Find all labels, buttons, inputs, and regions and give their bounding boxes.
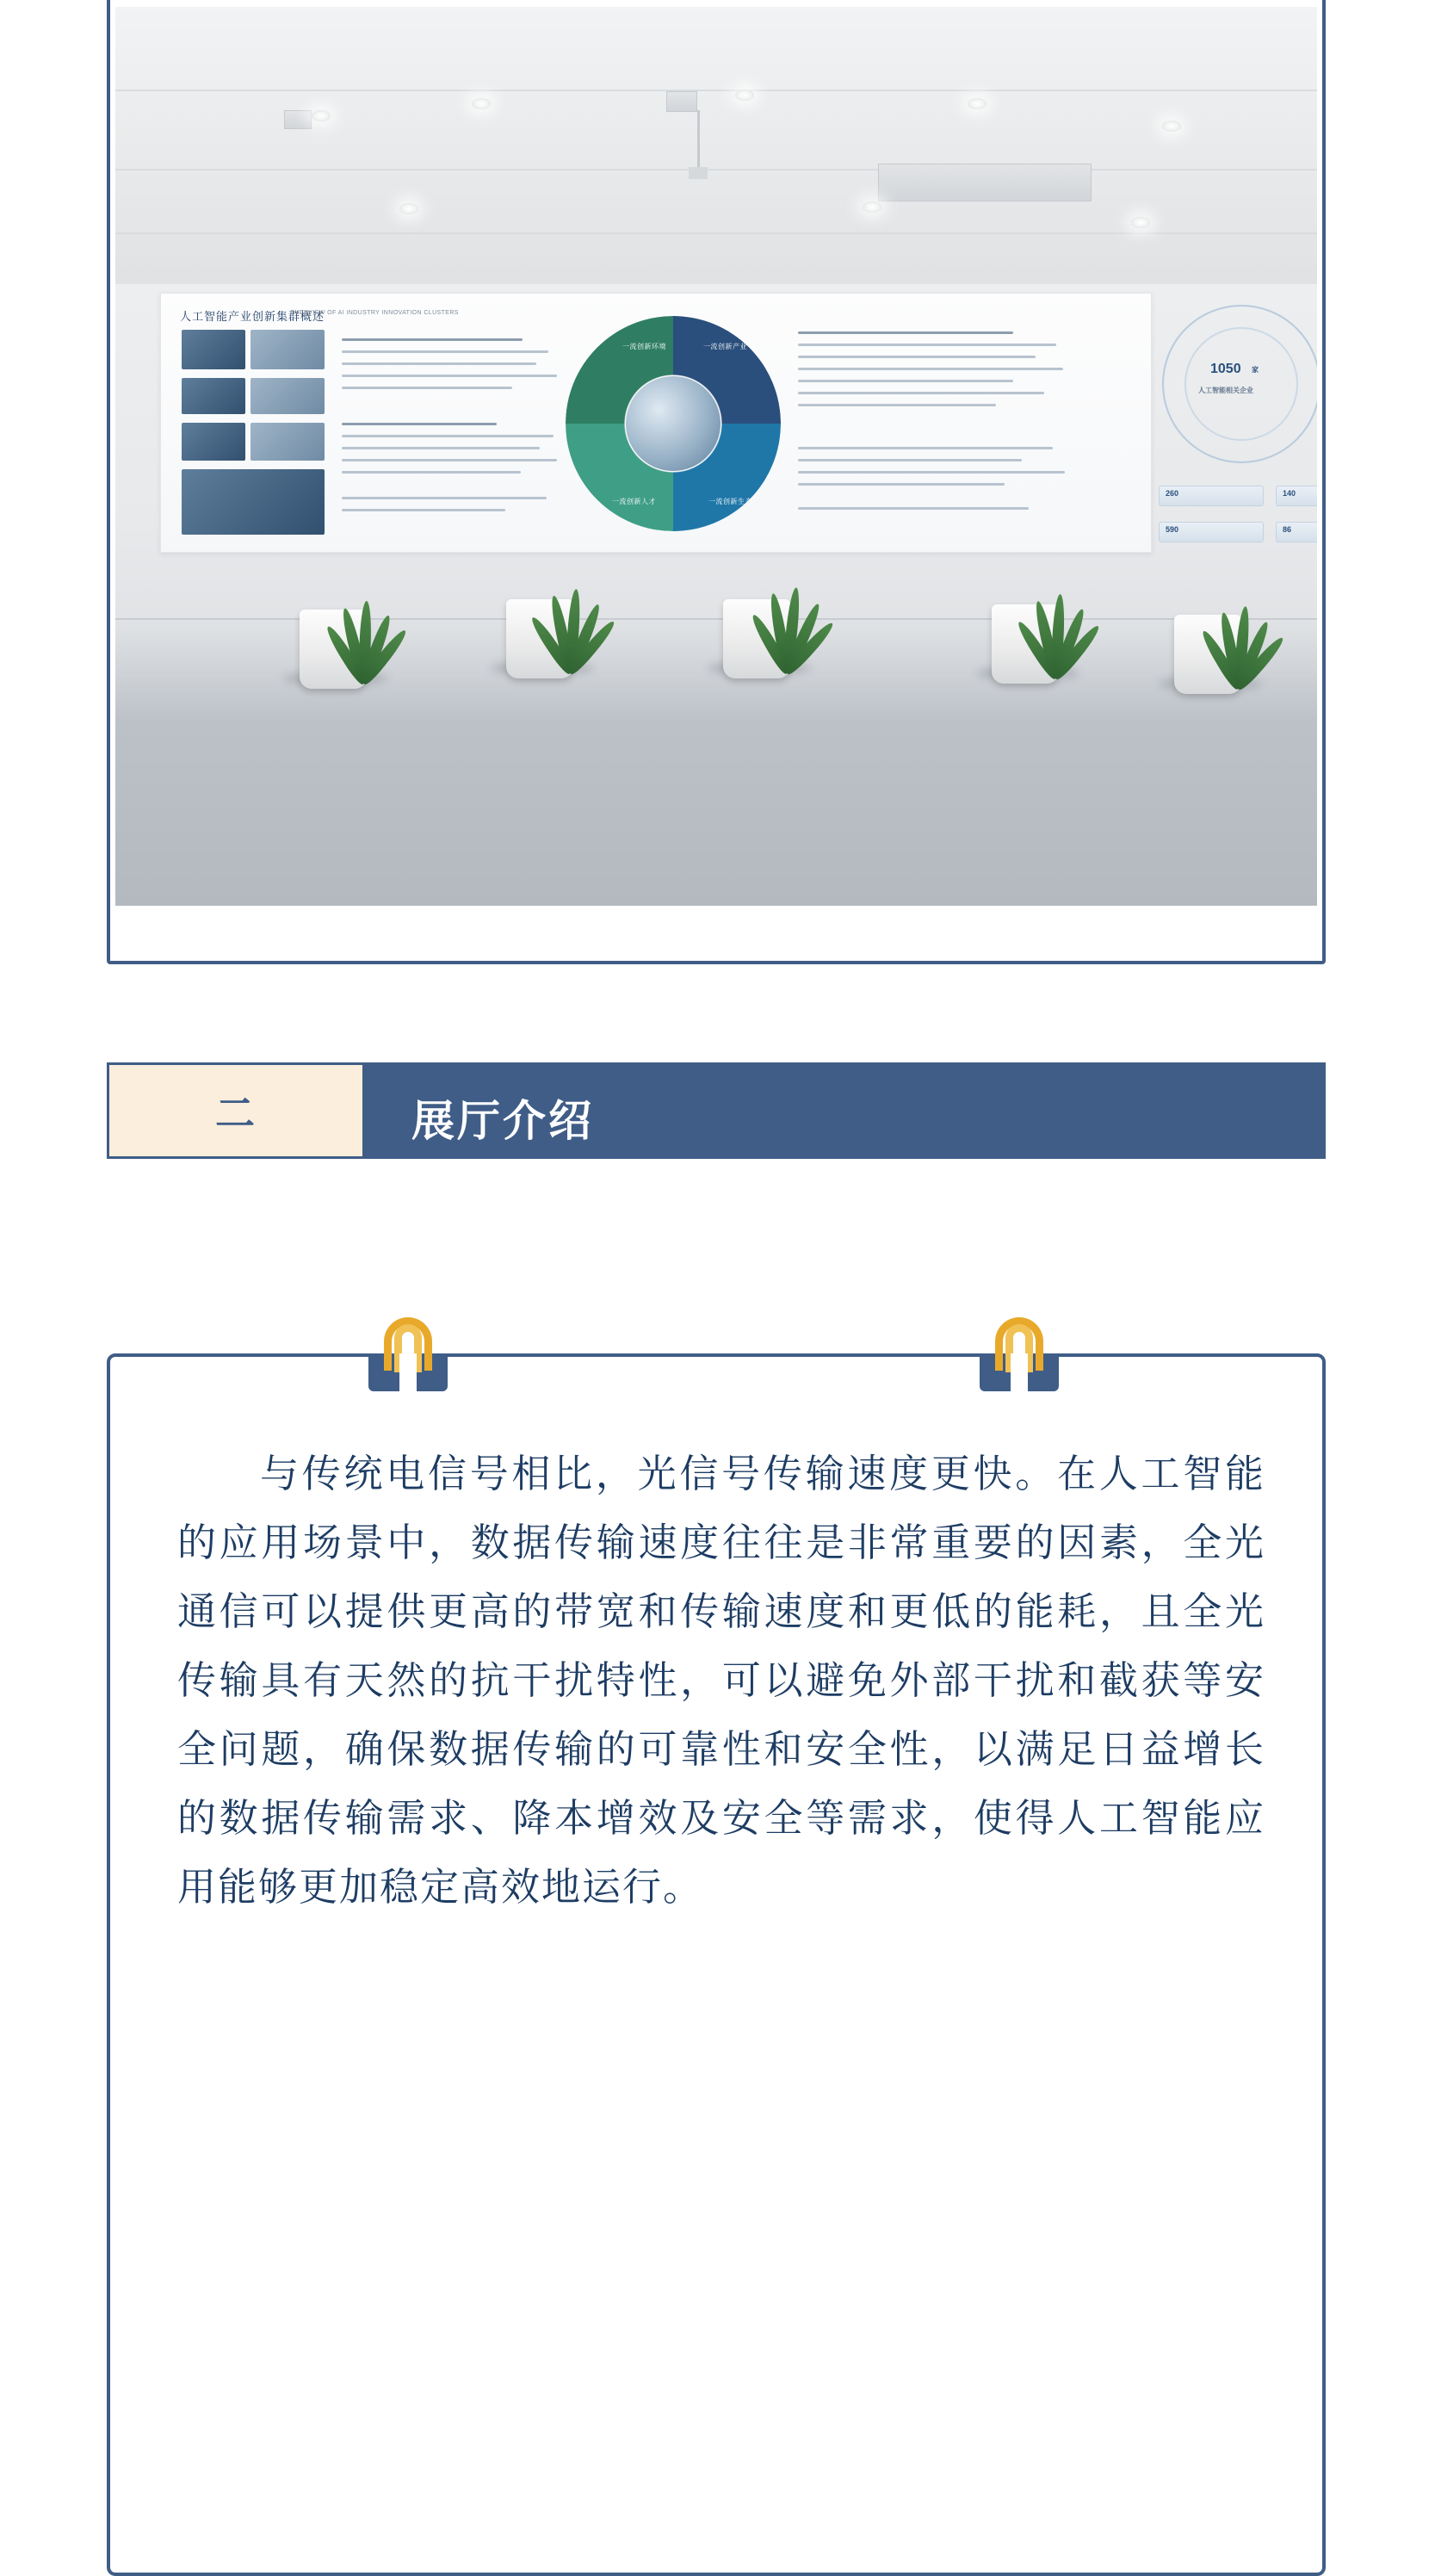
board-image-tile [251,378,325,414]
board-textline [342,387,512,389]
wall-highlight-number: 1050 [1210,362,1241,376]
board-textline [798,507,1029,510]
board-textline [342,362,536,365]
section-number-box [107,1062,365,1159]
plant-leaves [992,567,1121,678]
board-textline [798,404,996,406]
paper-clip-right-icon [980,1317,1059,1391]
board-image-tile [182,330,245,369]
ceiling-vent [878,164,1092,201]
board-textline [342,471,521,474]
photo-card [107,0,1326,964]
ceiling [115,7,1317,291]
wall-kpi-value: 260 [1166,489,1179,498]
wall-kpi-value: 140 [1283,489,1296,498]
plant-leaves [723,561,852,673]
board-textline [342,435,554,437]
board-textline [798,471,1065,474]
hanging-cable [697,110,700,169]
infographic-board [160,293,1152,553]
board-textline [798,344,1056,346]
plant-leaves [1174,577,1303,689]
board-textline [798,356,1036,358]
ceiling-light [1131,217,1150,228]
clip-notch [399,1353,417,1391]
board-textline [342,459,557,461]
board-textline [798,331,1013,334]
ceiling-light [312,110,331,121]
wall-highlight-caption: 人工智能相关企业 [1198,387,1253,394]
board-textline [798,483,1005,486]
clip-notch [1011,1353,1028,1391]
donut-label: 一流创新产业 [703,343,747,350]
board-textline [342,509,505,511]
ceiling-seam [115,90,1317,91]
photo-scene [115,7,1317,906]
board-textline [342,423,497,425]
board-image-tile [182,423,245,461]
section-title: 展厅介绍 [411,1097,594,1145]
wall-kpi-value: 86 [1283,525,1292,534]
ceiling-light [1162,121,1181,132]
donut-label: 一流创新环境 [622,343,666,350]
board-textline [798,380,1013,382]
board-textline [798,447,1053,449]
board-image-tile [251,423,325,461]
ceiling-vent-small [284,110,312,129]
ceiling-light [863,201,881,213]
board-textline [342,350,548,353]
content-card [107,1353,1326,2576]
section-number: 二 [215,1091,257,1136]
exhibition-hall-photo [115,7,1317,906]
plant-leaves [506,561,635,673]
board-textline [798,392,1044,394]
donut-label: 一流创新人才 [612,498,656,505]
ceiling-light [472,98,491,109]
ceiling-vent-small [666,91,697,112]
board-title: 人工智能产业创新集群概述 [180,310,325,323]
ceiling-light [968,98,987,109]
ceiling-seam [115,169,1317,170]
plant-leaves [300,572,429,684]
paper-clip-left-icon [368,1317,448,1391]
board-textline [342,447,540,449]
board-textline [342,375,557,377]
wall-highlight-unit: 家 [1252,366,1259,374]
section-header [107,1062,1326,1159]
board-textline [342,338,523,341]
board-image-tile [182,378,245,414]
board-image-tile [182,469,325,535]
ceiling-seam [115,232,1317,234]
hanging-fixture [689,167,708,179]
body-paragraph: 与传统电信号相比，光信号传输速度更快。在人工智能的应用场景中，数据传输速度往往是非常重要的因素，全光通信可以提供更高的带宽和传输速度和更低的能耗，且全光传输具有天然的抗干扰特性，可以避免外部干扰和截获等安全问题，确保数据传输的可靠性和安全性，以满足日益增长的数据传输需求、降本增效及安全等需求，使得人工智能应用能够更加稳定高效地运行。 [177,1452,1265,1909]
board-subtitle: OVERVIEW OF AI INDUSTRY INNOVATION CLUSTERS [290,310,459,316]
ceiling-light [735,90,754,101]
board-textline [342,497,547,499]
board-textline [798,459,1022,461]
donut-label: 一流创新生态 [708,498,752,505]
ceiling-light [399,203,418,214]
board-textline [798,368,1063,370]
wall-ring-graphic [1184,327,1298,441]
board-image-tile [251,330,325,369]
wall-kpi-value: 590 [1166,525,1179,534]
board-donut-center-image [626,376,721,471]
